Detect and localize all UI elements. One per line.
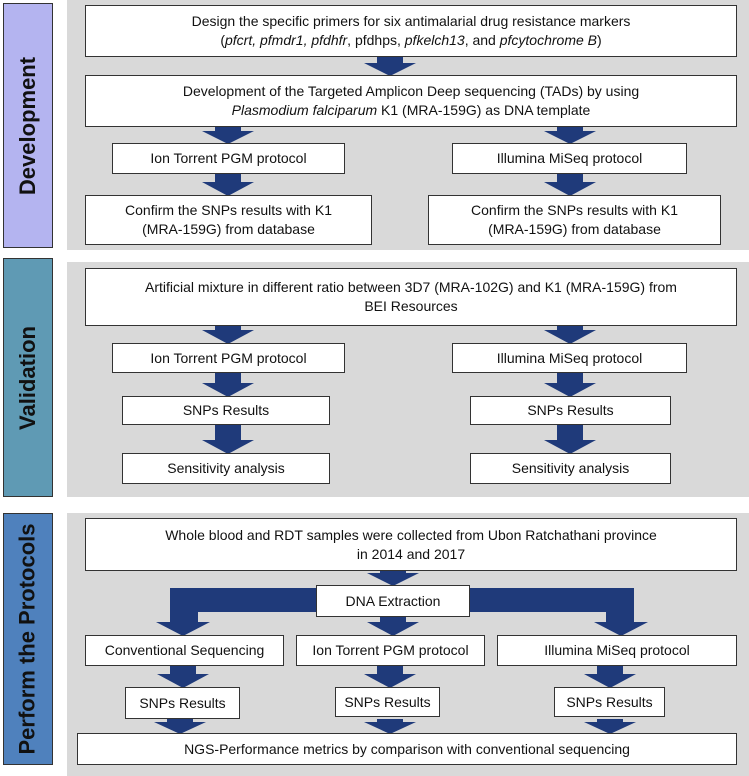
text: Ion Torrent PGM protocol xyxy=(150,349,307,366)
arrow-down xyxy=(157,666,209,688)
text: DNA Extraction xyxy=(345,592,441,609)
val-sensitivity-left-box xyxy=(122,453,330,484)
arrow-down xyxy=(154,719,206,734)
arrow-branch-left xyxy=(156,588,316,636)
text: Confirm the SNPs results with K1 xyxy=(125,202,332,218)
design-primers-box xyxy=(85,5,737,57)
design-line1: Design the specific primers for six antimalarial drug resistance markers xyxy=(191,13,631,29)
arrow-down xyxy=(544,326,596,344)
arrow-down xyxy=(544,127,596,144)
text: Ion Torrent PGM protocol xyxy=(312,642,469,658)
text: BEI Resources xyxy=(364,298,458,314)
val-sensitivity-right-box xyxy=(470,453,671,484)
arrow-down xyxy=(544,174,596,196)
val-illumina-box xyxy=(452,343,687,373)
tads-box xyxy=(85,75,737,127)
text: ) xyxy=(597,32,602,48)
gene-name: pfkelch13 xyxy=(404,32,465,48)
development-label-text: Development xyxy=(15,56,40,195)
gene-name: pfcytochrome B xyxy=(499,32,597,48)
design-line2 xyxy=(220,31,601,50)
perf-snps-left-box xyxy=(125,687,240,719)
text: Sensitivity analysis xyxy=(511,460,630,476)
text: (MRA-159G) from database xyxy=(488,221,661,237)
text: ( xyxy=(220,32,225,48)
tads-line2 xyxy=(232,101,591,120)
text: Artificial mixture in different ratio between 3D7 (MRA-102G) and K1 (MRA-159G) from xyxy=(145,279,677,295)
conventional-box xyxy=(85,635,284,666)
gene-names: pfcrt, pfmdr1, pfdhfr xyxy=(225,32,348,48)
arrow-branch-right xyxy=(470,588,648,636)
text: Conventional Sequencing xyxy=(104,642,265,658)
perform-label-text: Perform the Protocols xyxy=(15,523,41,755)
text: in 2014 and 2017 xyxy=(356,545,466,562)
arrow-down xyxy=(584,666,636,688)
arrow-down xyxy=(202,326,254,344)
val-ion-box xyxy=(112,343,345,373)
text: Sensitivity analysis xyxy=(167,460,285,476)
text: Ion Torrent PGM protocol xyxy=(150,150,307,166)
val-snps-left-box xyxy=(122,396,330,425)
dna-extraction-box xyxy=(316,585,470,617)
text: SNPs Results xyxy=(566,693,653,710)
dev-confirm-left-box xyxy=(85,195,372,245)
text: SNPs Results xyxy=(344,693,431,710)
text: , and xyxy=(464,32,500,48)
text: , pfdhps, xyxy=(347,32,405,48)
arrow-down xyxy=(364,719,416,734)
dev-ion-box xyxy=(112,143,345,174)
text: Confirm the SNPs results with K1 xyxy=(471,202,678,218)
samples-box xyxy=(85,518,737,571)
text: NGS-Performance metrics by comparison with conventional sequencing xyxy=(184,740,630,757)
text: Illumina MiSeq protocol xyxy=(496,150,643,166)
tads-line1: Development of the Targeted Amplicon Deep sequencing (TADs) by using xyxy=(182,83,640,99)
arrow-down xyxy=(202,127,254,144)
arrow-down xyxy=(364,666,416,688)
arrow-down xyxy=(202,425,254,454)
mixture-box xyxy=(85,268,737,326)
text: Illumina MiSeq protocol xyxy=(496,349,643,366)
ngs-metrics-box xyxy=(77,733,737,765)
dev-illumina-box xyxy=(452,143,687,174)
arrow-down xyxy=(202,174,254,196)
text: K1 (MRA-159G) as DNA template xyxy=(377,102,591,118)
val-snps-right-box xyxy=(470,396,671,425)
perf-snps-right-box xyxy=(554,687,665,717)
perf-illumina-box xyxy=(497,635,737,666)
perf-ion-box xyxy=(296,635,485,666)
arrow-down xyxy=(202,373,254,397)
text: SNPs Results xyxy=(527,402,614,418)
text: (MRA-159G) from database xyxy=(142,221,315,237)
arrow-down xyxy=(367,617,419,636)
arrow-down xyxy=(364,57,416,76)
text: SNPs Results xyxy=(182,402,270,418)
text: SNPs Results xyxy=(139,694,226,711)
species-name: Plasmodium falciparum xyxy=(231,102,378,118)
arrow-down xyxy=(584,719,636,734)
dev-confirm-right-box xyxy=(428,195,721,245)
arrow-down xyxy=(544,425,596,454)
validation-label-text: Validation xyxy=(15,325,41,430)
perf-snps-mid-box xyxy=(335,687,440,717)
text: Illumina MiSeq protocol xyxy=(544,642,690,658)
text: Whole blood and RDT samples were collected from Ubon Ratchathani province xyxy=(165,526,657,543)
arrow-down xyxy=(544,373,596,397)
arrow-down xyxy=(367,571,419,586)
